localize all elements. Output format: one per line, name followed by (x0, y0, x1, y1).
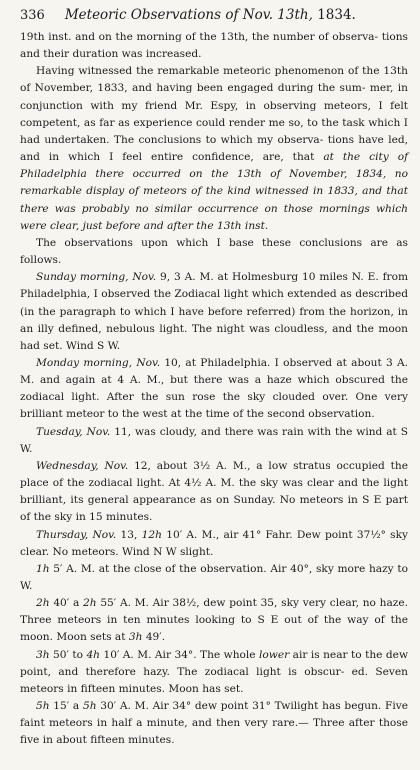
paragraph (20, 595, 408, 646)
text-run: 10′ A. M., air 41° Fahr. Dew point 37½° sky clear. No meteors. Wind N W slight. (20, 528, 408, 558)
text-run: air is near to the dew point, and therefore hazy. The zodiacal light is obscur- ed. Seven meteors in fifteen minutes. Moon has set. (20, 648, 409, 695)
text-run: 15′ a (49, 700, 83, 713)
body-text (20, 29, 408, 750)
page-number: 336 (20, 8, 45, 23)
italic-run: 12h (141, 528, 162, 541)
paragraph (20, 527, 408, 561)
text-run: 11, was cloudy, and there was rain with the wind at S W. (20, 425, 408, 455)
italic-run: lower (259, 648, 290, 661)
paragraph (20, 269, 408, 355)
text-run: 40′ a (49, 597, 83, 610)
text-run: 50′ to (49, 648, 87, 661)
italic-run: 5h (36, 700, 50, 713)
italic-run: 4h (86, 648, 101, 661)
italic-run: 2h (83, 597, 97, 610)
paragraph (20, 424, 408, 458)
text-run: 55′ A. M. Air 38½, dew point 35, sky very clear, no haze. Three meteors in ten minutes looking to S E out of the way of the moon. Moon sets at (20, 597, 408, 644)
text-run: 12, about 3½ A. M., a low stratus occupied the place of the zodiacal light. At 4½ A. M. the sky was clear and the light brilliant, its general appearance as on Sunday. No meteors in S E part of the sky in 15 minutes. (20, 459, 408, 524)
text-run: 19th inst. and on the morning of the 13th, the number of observa- tions and their duration was increased. (20, 31, 408, 61)
paragraph (20, 63, 408, 235)
text-run: 13, (116, 528, 142, 541)
text-run: The observations upon which I base these conclusions are as follows. (20, 236, 408, 267)
italic-run: at the city of Philadelphia there occurred on the 13th of November, 1834, no remarkable display of meteors of the kind witnessed in 1833, and that there was probably no similar occurrence on those mornings which were clear, just before and after the 13th inst. (20, 151, 409, 232)
italic-run: 3h (36, 648, 50, 661)
paragraph (20, 29, 408, 63)
paragraph (20, 647, 408, 698)
text-run: 49′. (142, 631, 166, 644)
italic-run: 5h (82, 700, 97, 713)
paragraph (20, 458, 408, 527)
italic-run: Thursday, Nov. (36, 528, 117, 541)
italic-run: Wednesday, Nov. (36, 459, 129, 472)
paragraph (20, 561, 408, 595)
text-run: 10′ A. M. Air 34°. The whole (100, 648, 260, 661)
running-title-year: 1834. (317, 7, 356, 23)
text-run: 5′ A. M. at the close of the observation. Air 40°, sky more hazy to W. (20, 562, 408, 592)
running-title (65, 6, 356, 24)
running-title-text: Meteoric Observations of Nov. 13th, (64, 7, 313, 23)
italic-run: Tuesday, Nov. (36, 425, 111, 438)
text-run: 9, 3 A. M. at Holmesburg 10 miles N. E. from Philadelphia, I observed the Zodiacal light which extended as described (in the paragraph to which I have before referred) from the horizon, in an illy defined, nebulous light. The night was cloudless, and the moon had set. Wind S W. (20, 271, 408, 352)
italic-run: Sunday morning, Nov. (36, 271, 157, 284)
page-header (20, 6, 408, 25)
text-run: Having witnessed the remarkable meteoric phenomenon of the 13th of November, 1833, and having been engaged during the sum- mer, in conjunction with my friend Mr. Espy, in observing meteors, I felt competent, as far as experience could render me so, to the task which I had undertaken. The conclusions to which my observa- tions have led, and in which I feel entire confidence, are, that (20, 65, 408, 164)
italic-run: Monday morning, Nov. (36, 356, 161, 369)
text-run: 30′ A. M. Air 34° dew point 31° Twilight has begun. Five faint meteors in half a minute, and then very rare.— Three after those five in about fifteen minutes. (20, 700, 408, 747)
paragraph (20, 698, 408, 749)
italic-run: 3h (128, 631, 143, 644)
paragraph (20, 235, 408, 269)
text-run: 10, at Philadelphia. I observed at about 3 A. M. and again at 4 A. M., but there was a haze which obscured the zodiacal light. After the sun rose the sky clouded over. One very brilliant meteor to the west at the time of the second observation. (20, 356, 408, 421)
italic-run: 2h (36, 597, 50, 610)
italic-run: 1h (36, 562, 50, 575)
paragraph (20, 355, 408, 424)
